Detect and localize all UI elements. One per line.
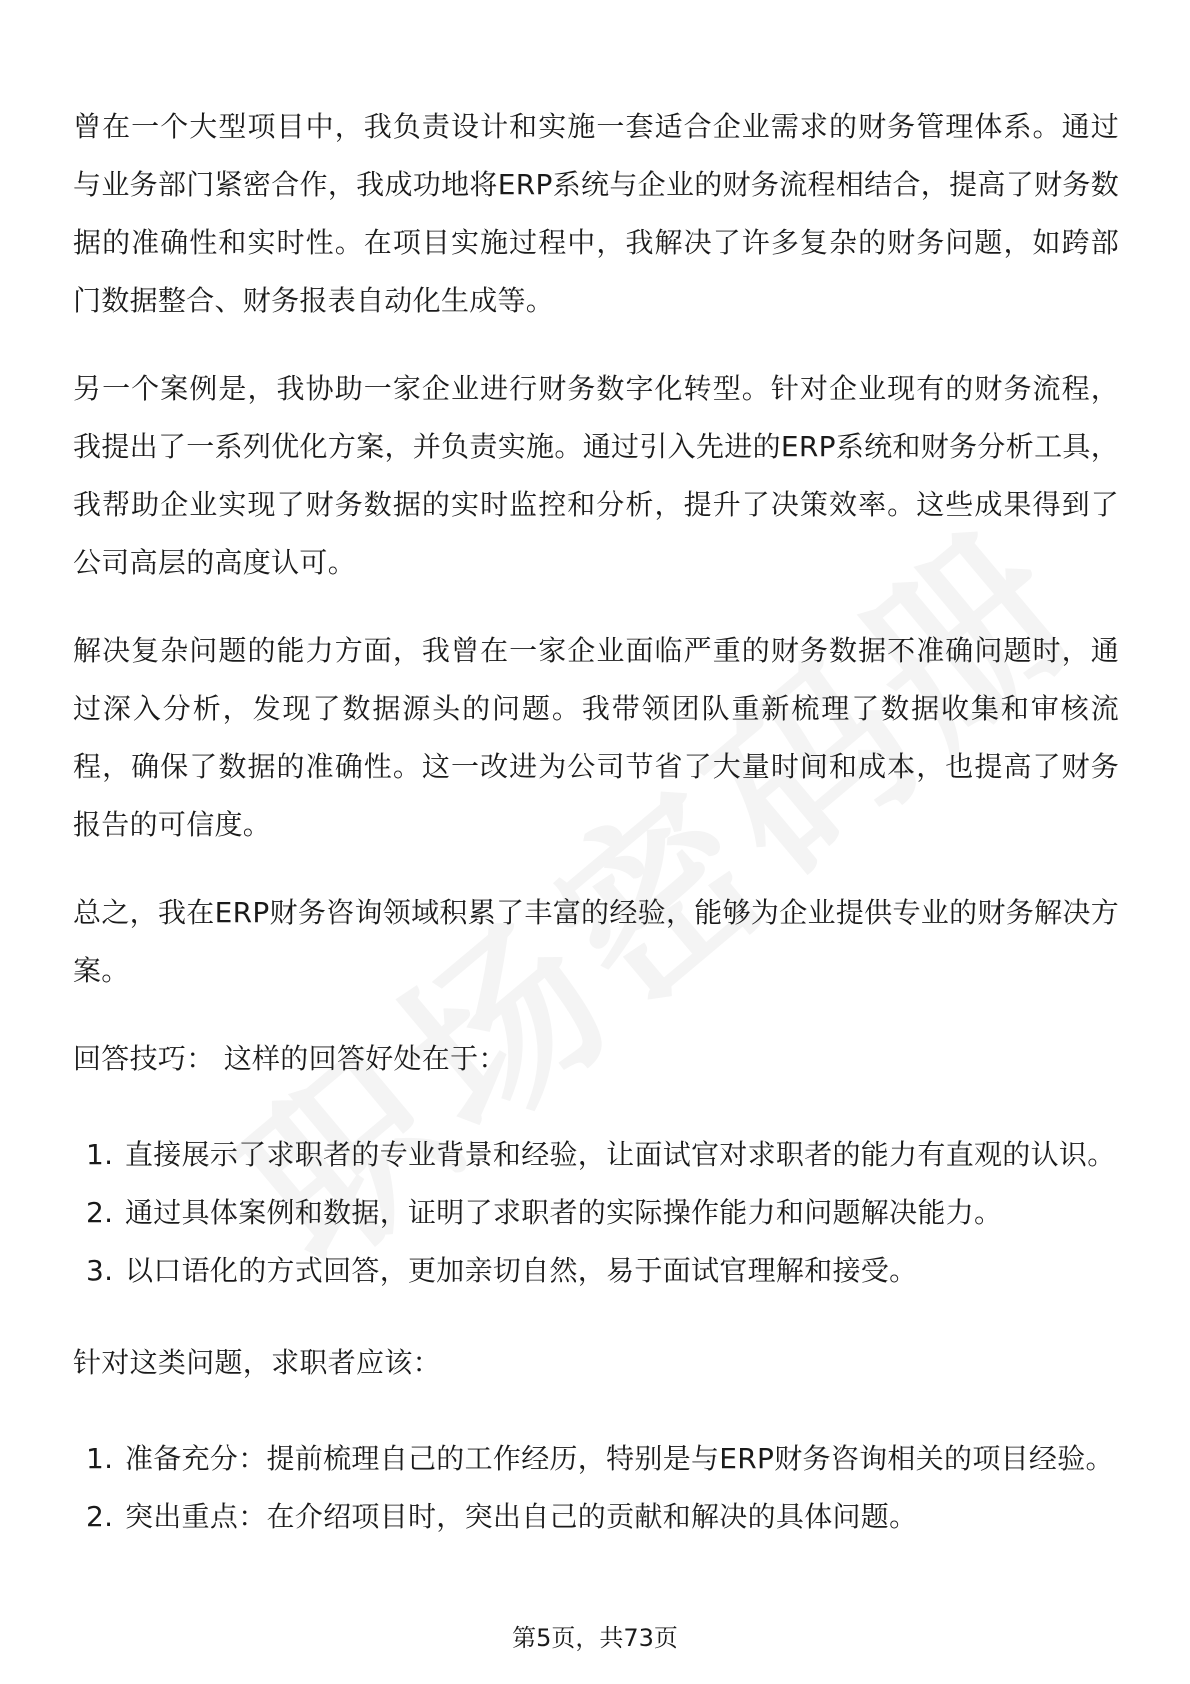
list-item-number: 3. xyxy=(86,1254,114,1287)
list-item-text: 通过具体案例和数据，证明了求职者的实际操作能力和问题解决能力。 xyxy=(125,1196,1003,1229)
advice-list xyxy=(73,1430,1119,1546)
list-item-number: 1. xyxy=(86,1442,114,1475)
paragraph-summary: 总之，我在ERP财务咨询领域积累了丰富的经验，能够为企业提供专业的财务解决方案。 xyxy=(73,896,1119,987)
list-item-text: 准备充分：提前梳理自己的工作经历，特别是与ERP财务咨询相关的项目经验。 xyxy=(125,1442,1114,1475)
advice-heading: 针对这类问题，求职者应该： xyxy=(73,1346,441,1379)
paragraph-problem-solving: 解决复杂问题的能力方面，我曾在一家企业面临严重的财务数据不准确问题时，通过深入分析，发现了数据源头的问题。我带领团队重新梳理了数据收集和审核流程，确保了数据的准确性。这一改进为公司节省了大量时间和成本，也提高了财务报告的可信度。 xyxy=(73,634,1119,841)
tips-list xyxy=(73,1126,1119,1300)
list-item-text: 突出重点：在介绍项目时，突出自己的贡献和解决的具体问题。 xyxy=(125,1500,918,1533)
list-item xyxy=(73,1126,1119,1184)
list-item-number: 1. xyxy=(86,1138,114,1171)
list-item-number: 2. xyxy=(86,1196,114,1229)
list-item-number: 2. xyxy=(86,1500,114,1533)
list-item xyxy=(73,1242,1119,1300)
list-item xyxy=(73,1488,1119,1546)
list-item xyxy=(73,1430,1119,1488)
paragraph-project-experience: 曾在一个大型项目中，我负责设计和实施一套适合企业需求的财务管理体系。通过与业务部门紧密合作，我成功地将ERP系统与企业的财务流程相结合，提高了财务数据的准确性和实时性。在项目实施过程中，我解决了许多复杂的财务问题，如跨部门数据整合、财务报表自动化生成等。 xyxy=(73,110,1119,317)
page-footer: 第5页，共73页 xyxy=(512,1624,678,1652)
paragraph-digital-transformation: 另一个案例是，我协助一家企业进行财务数字化转型。针对企业现有的财务流程，我提出了一系列优化方案，并负责实施。通过引入先进的ERP系统和财务分析工具，我帮助企业实现了财务数据的实时监控和分析，提升了决策效率。这些成果得到了公司高层的高度认可。 xyxy=(73,372,1119,579)
list-item-text: 以口语化的方式回答，更加亲切自然，易于面试官理解和接受。 xyxy=(125,1254,918,1287)
page-content xyxy=(73,98,1119,1580)
list-item xyxy=(73,1184,1119,1242)
list-item-text: 直接展示了求职者的专业背景和经验，让面试官对求职者的能力有直观的认识。 xyxy=(125,1138,1116,1171)
tips-heading: 回答技巧： 这样的回答好处在于： xyxy=(73,1042,507,1075)
